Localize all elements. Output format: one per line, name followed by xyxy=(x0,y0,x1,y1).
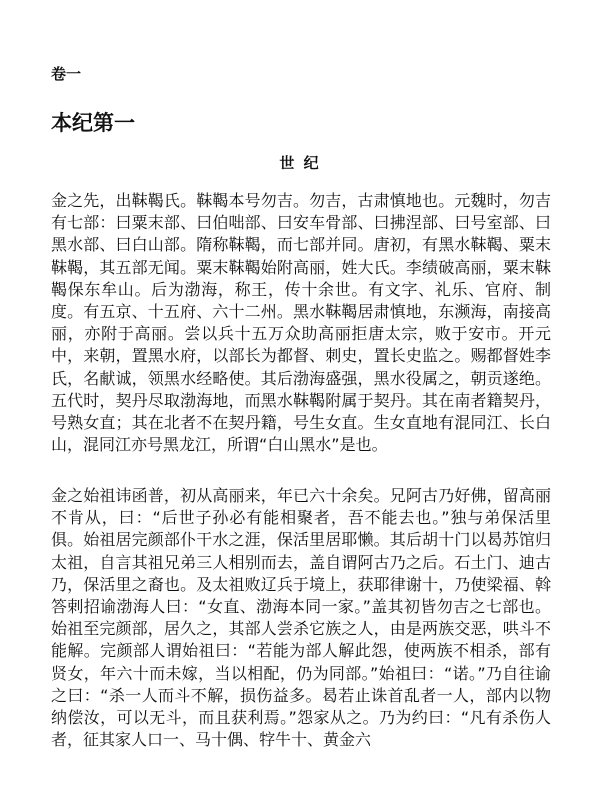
body-paragraph-2: 金之始祖讳函普，初从高丽来，年已六十余矣。兄阿古乃好佛，留高丽不肯从，曰：“后世子孙必有能相聚者，吾不能去也。”独与弟保活里俱。始祖居完颜部仆干水之涯，保活里居耶懒。其后胡十门以曷苏馆归太祖，自言其祖兄弟三人相别而去，盖自谓阿古乃之后。石土门、迪古乃，保活里之裔也。及太祖败辽兵于境上，获耶律谢十，乃使梁福、斡答剌招谕渤海人曰：“女直、渤海本同一家。”盖其初皆勿吉之七部也。始祖至完颜部，居久之，其部人尝杀它族之人，由是两族交恶，哄斗不能解。完颜部人谓始祖曰：“若能为部人解此怨，使两族不相杀，部有贤女，年六十而未嫁，当以相配，仍为同部。”始祖曰：“诺。”乃自往谕之曰：“杀一人而斗不解，损伤益多。曷若止诛首乱者一人，部内以物纳偿汝，可以无斗，而且获利焉。”怨家从之。乃为约曰：“凡有杀伤人者，征其家人口一、马十偶、牸牛十、黄金六 xyxy=(51,486,551,750)
body-paragraph-1: 金之先，出靺鞨氏。靺鞨本号勿吉。勿吉，古肃慎地也。元魏时，勿吉有七部：曰粟末部、曰伯咄部、曰安车骨部、曰拂涅部、曰号室部、曰黑水部、曰白山部。隋称靺鞨，而七部并同。唐初，有黑水靺鞨、粟末靺鞨，其五部无闻。粟末靺鞨始附高丽，姓大氏。李绩破高丽，粟末靺鞨保东牟山。后为渤海，称王，传十余世。有文字、礼乐、官府、制度。有五京、十五府、六十二州。黑水靺鞨居肃慎地，东濒海，南接高丽，亦附于高丽。尝以兵十五万众助高丽拒唐太宗，败于安市。开元中，来朝，置黑水府，以部长为都督、刺史，置长史监之。赐都督姓李氏，名献诚，领黑水经略使。其后渤海盛强，黑水役属之，朝贡遂绝。五代时，契丹尽取渤海地，而黑水靺鞨附属于契丹。其在南者籍契丹，号熟女直；其在北者不在契丹籍，号生女直。生女直地有混同江、长白山，混同江亦号黑龙江，所谓“白山黑水”是也。 xyxy=(51,191,551,455)
section-title: 世 纪 xyxy=(279,154,321,172)
chapter-title: 本纪第一 xyxy=(51,111,135,135)
volume-label: 卷一 xyxy=(51,65,82,83)
